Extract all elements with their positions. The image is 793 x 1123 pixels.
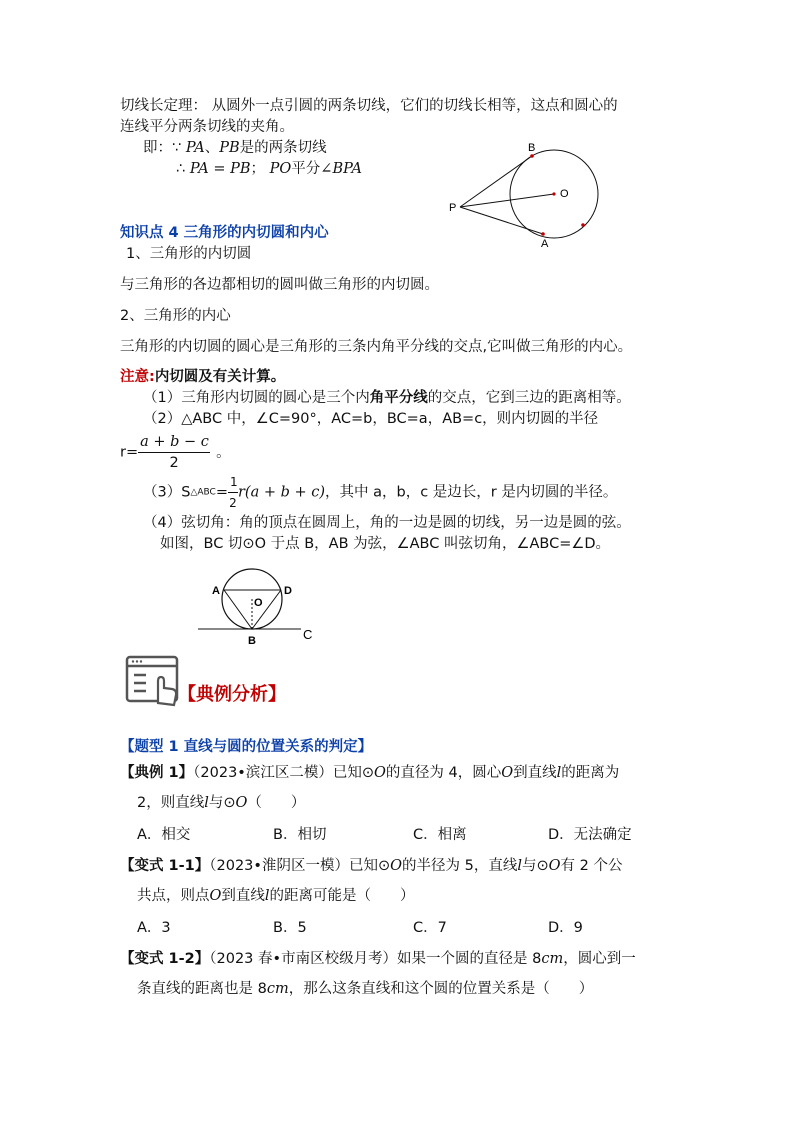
- section-4-text-1: 与三角形的各边都相切的圆叫做三角形的内切圆。: [120, 277, 439, 293]
- chord-tangent-figure: [195, 568, 325, 650]
- example-1-option-b[interactable]: B．相切: [273, 827, 327, 843]
- inradius-fraction: $\frac{a + b - c}{2}$: [140, 434, 209, 471]
- label-d: D: [284, 585, 292, 597]
- variant-1-1-option-d[interactable]: D．9: [548, 920, 583, 936]
- examples-header: 【典例分析】: [178, 684, 286, 705]
- label-p: P: [449, 202, 457, 214]
- section-4-heading-1: 1、三角形的内切圆: [126, 246, 252, 262]
- theorem-line-1: 切线长定理： 从圆外一点引圆的两条切线，它们的切线长相等，这点和圆心的: [120, 98, 618, 114]
- point-b: [530, 154, 534, 158]
- variant-1-1-line-2: 共点，则点O到直线l的距离可能是（ ）: [137, 888, 415, 904]
- example-1-option-c[interactable]: C．相离: [413, 827, 467, 843]
- example-1-option-d[interactable]: D．无法确定: [548, 827, 632, 843]
- chord-db: [252, 590, 281, 629]
- section-4-text-2: 三角形的内切圆的圆心是三角形的三条内角平分线的交点,它叫做三角形的内心。: [120, 339, 633, 355]
- tangent-pb: [460, 156, 532, 207]
- tangent-pa: [460, 207, 543, 234]
- variant-1-2-line-2: 条直线的距离也是 8cm，那么这条直线和这个圆的位置关系是（ ）: [137, 981, 594, 997]
- label-o-2: O: [254, 597, 263, 609]
- theorem-conclusion: ∴ PA = PB； PO平分∠BPA: [176, 161, 362, 177]
- section-4-title: 知识点 4 三角形的内切圆和内心: [120, 225, 329, 241]
- note-item-3: （3）S△ABC= $\frac{1}{2}$ r(a + b + c)，其中 a，b，c 是边长，r 是内切圆的半径。: [143, 472, 617, 513]
- label-a-2: A: [212, 585, 220, 597]
- note-item-2-formula: r= $\frac{a + b - c}{2}$ 。: [120, 434, 231, 471]
- label-b-2: B: [248, 635, 256, 647]
- point-extra: [581, 223, 585, 227]
- type-1-title: 【题型 1 直线与圆的位置关系的判定】: [120, 739, 373, 755]
- example-1-line-2: 2，则直线l与⊙O（ ）: [137, 795, 306, 811]
- segment-po: [460, 194, 554, 207]
- example-1-line-1: 【典例 1】（2023•滨江区二模）已知⊙O的直径为 4，圆心O到直线l的距离为: [120, 765, 620, 781]
- variant-1-1-option-c[interactable]: C．7: [413, 920, 447, 936]
- variant-1-1-option-a[interactable]: A．3: [137, 920, 171, 936]
- section-4-heading-2: 2、三角形的内心: [120, 308, 231, 324]
- theorem-given: 即：∵ PA、PB是的两条切线: [143, 140, 327, 156]
- note-item-1: （1）三角形内切圆的圆心是三个内角平分线的交点，它到三边的距离相等。: [143, 390, 631, 406]
- half-fraction: $\frac{1}{2}$: [228, 472, 238, 513]
- label-c: C: [303, 627, 313, 642]
- label-b: B: [528, 142, 536, 154]
- note-item-4: （4）弦切角：角的顶点在圆周上，角的一边是圆的切线，另一边是圆的弦。: [143, 515, 631, 531]
- chord-ab: [224, 590, 252, 629]
- point-o: [552, 192, 555, 195]
- point-a: [541, 232, 545, 236]
- example-1-option-a[interactable]: A．相交: [137, 827, 191, 843]
- note-heading: 注意:内切圆及有关计算。: [120, 369, 286, 385]
- browser-hand-icon: [125, 655, 183, 707]
- theorem-line-2: 连线平分两条切线的夹角。: [120, 119, 294, 135]
- variant-1-1-option-b[interactable]: B．5: [273, 920, 307, 936]
- note-item-2: （2）△ABC 中，∠C=90°，AC=b，BC=a，AB=c，则内切圆的半径: [143, 411, 599, 427]
- label-o: O: [560, 188, 569, 200]
- note-item-4-b: 如图，BC 切⊙O 于点 B，AB 为弦，∠ABC 叫弦切角，∠ABC=∠D。: [160, 536, 611, 552]
- tangent-length-figure: [440, 138, 610, 253]
- variant-1-1-line-1: 【变式 1-1】（2023•淮阴区一模）已知⊙O的半径为 5，直线l与⊙O有 2 个公: [120, 858, 623, 874]
- variant-1-2-line-1: 【变式 1-2】（2023 春•市南区校级月考）如果一个圆的直径是 8cm，圆心到一: [120, 951, 636, 967]
- label-a: A: [541, 238, 549, 250]
